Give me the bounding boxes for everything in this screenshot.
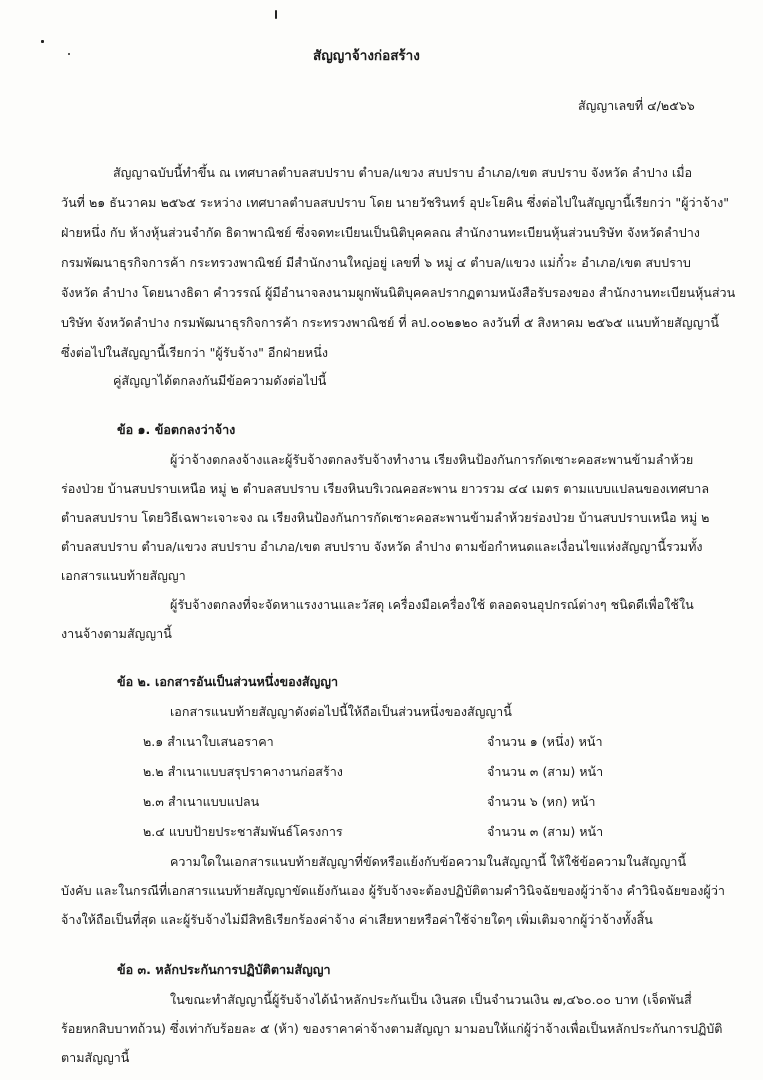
preamble-line: สัญญาฉบับนี้ทำขึ้น ณ เทศบาลตำบลสบปราบ ตำบล/แขวง สบปราบ อำเภอ/เขต สบปราบ จังหวัด ลำปาง เมื่อ (113, 165, 693, 180)
attachment-label: ๒.๑ สำเนาใบเสนอราคา (143, 734, 274, 749)
clause-heading: ข้อ ๑. ข้อตกลงว่าจ้าง (117, 422, 236, 437)
contract-number: สัญญาเลขที่ ๔/๒๕๖๖ (578, 98, 695, 113)
scan-speck (41, 40, 44, 43)
clause-line: ร่องป่วย บ้านสบปราบเหนือ หมู่ ๒ ตำบลสบปราบ เรียงหินบริเวณคอสะพาน ยาวรวม ๔๔ เมตร ตามแบบแปลนของเทศบาล (61, 481, 710, 496)
clause-heading: ข้อ ๓. หลักประกันการปฏิบัติตามสัญญา (117, 962, 331, 977)
attachment-count: จำนวน ๖ (หก) หน้า (487, 794, 596, 809)
clause-line: ผู้ว่าจ้างตกลงจ้างและผู้รับจ้างตกลงรับจ้างทำงาน เรียงหินป้องกันการกัดเซาะคอสะพานข้ามลำห้วย (170, 452, 694, 467)
clause-line: บังคับ และในกรณีที่เอกสารแนบท้ายสัญญาขัดแย้งกันเอง ผู้รับจ้างจะต้องปฏิบัติตามคำวินิจฉัยของผู้ว่าจ้าง คำวินิจฉัยของผู้ว่า (61, 883, 725, 898)
preamble-line: จังหวัด ลำปาง โดยนางธิดา คำวรรณ์ ผู้มีอำนาจลงนามผูกพันนิติบุคคลปรากฏตามหนังสือรับรองของ สำนักงานทะเบียนหุ้นส่วน (61, 285, 736, 300)
clause-heading: ข้อ ๒. เอกสารอันเป็นส่วนหนึ่งของสัญญา (117, 674, 339, 689)
preamble-line: ซึ่งต่อไปในสัญญานี้เรียกว่า "ผู้รับจ้าง" อีกฝ่ายหนึ่ง (61, 345, 328, 360)
clause-line: ความใดในเอกสารแนบท้ายสัญญาที่ขัดหรือแย้งกับข้อความในสัญญานี้ ให้ใช้ข้อความในสัญญานี้ (170, 854, 687, 869)
clause-intro: เอกสารแนบท้ายสัญญาดังต่อไปนี้ให้ถือเป็นส่วนหนึ่งของสัญญานี้ (170, 704, 512, 719)
scan-speck (68, 53, 70, 55)
attachment-count: จำนวน ๓ (สาม) หน้า (487, 764, 604, 779)
clause-line: เอกสารแนบท้ายสัญญา (61, 568, 186, 583)
preamble-line: ฝ่ายหนึ่ง กับ ห้างหุ้นส่วนจำกัด ธิดาพาณิชย์ ซึ่งจดทะเบียนเป็นนิติบุคคลณ สำนักงานทะเบียนหุ้นส่วนบริษัท จังหวัดลำปาง (61, 225, 700, 240)
clause-line: ร้อยหกสิบบาทถ้วน) ซึ่งเท่ากับร้อยละ ๕ (ห้า) ของราคาค่าจ้างตามสัญญา มามอบให้แก่ผู้ว่าจ้างเพื่อเป็นหลักประกันการปฏิบัติ (61, 1021, 723, 1036)
attachment-label: ๒.๓ สำเนาแบบแปลน (143, 794, 260, 809)
attachment-label: ๒.๒ สำเนาแบบสรุปราคางานก่อสร้าง (143, 764, 343, 779)
attachment-count: จำนวน ๑ (หนึ่ง) หน้า (487, 734, 603, 749)
clause-line: ตามสัญญานี้ (61, 1050, 130, 1065)
clause-line: ตำบลสบปราบ โดยวิธีเฉพาะเจาะจง ณ เรียงหินป้องกันการกัดเซาะคอสะพานข้ามลำห้วยร่องป่วย บ้านสบปราบเหนือ หมู่ ๒ (61, 510, 710, 525)
clause-line: ผู้รับจ้างตกลงที่จะจัดหาแรงงานและวัสดุ เครื่องมือเครื่องใช้ ตลอดจนอุปกรณ์ต่างๆ ชนิดดีเพื่อใช้ใน (170, 597, 694, 612)
preamble-line: บริษัท จังหวัดลำปาง กรมพัฒนาธุรกิจการค้า กระทรวงพาณิชย์ ที่ ลป.๐๐๒๑๒๐ ลงวันที่ ๕ สิงหาคม ๒๕๖๕ แนบท้ายสัญญานี้ (61, 315, 720, 330)
attachment-label: ๒.๔ แบบป้ายประชาสัมพันธ์โครงการ (143, 824, 343, 839)
document-title: สัญญาจ้างก่อสร้าง (313, 48, 420, 64)
clause-line: งานจ้างตามสัญญานี้ (61, 626, 172, 641)
attachment-count: จำนวน ๓ (สาม) หน้า (487, 824, 604, 839)
clause-line: จ้างให้ถือเป็นที่สุด และผู้รับจ้างไม่มีสิทธิเรียกร้องค่าจ้าง ค่าเสียหายหรือค่าใช้จ่ายใดๆ เพิ่มเติมจากผู้ว่าจ้างทั้งสิ้น (61, 912, 653, 927)
preamble-line: วันที่ ๒๑ ธันวาคม ๒๕๖๕ ระหว่าง เทศบาลตำบลสบปราบ โดย นายวัชรินทร์ อุปะโยคิน ซึ่งต่อไปในสัญญานี้เรียกว่า "ผู้ว่าจ้าง" (61, 195, 730, 210)
scan-speck (275, 10, 277, 19)
agreement-intro: คู่สัญญาได้ตกลงกันมีข้อความดังต่อไปนี้ (113, 373, 327, 388)
preamble-line: กรมพัฒนาธุรกิจการค้า กระทรวงพาณิชย์ มีสำนักงานใหญ่อยู่ เลขที่ ๖ หมู่ ๔ ตำบล/แขวง แม่กั๋วะ อำเภอ/เขต สบปราบ (61, 255, 691, 270)
clause-line: ตำบลสบปราบ ตำบล/แขวง สบปราบ อำเภอ/เขต สบปราบ จังหวัด ลำปาง ตามข้อกำหนดและเงื่อนไขแห่งสัญญานี้รวมทั้ง (61, 539, 703, 554)
clause-line: ในขณะทำสัญญานี้ผู้รับจ้างได้นำหลักประกันเป็น เงินสด เป็นจำนวนเงิน ๗,๔๖๐.๐๐ บาท (เจ็ดพันสี่ (170, 992, 692, 1007)
